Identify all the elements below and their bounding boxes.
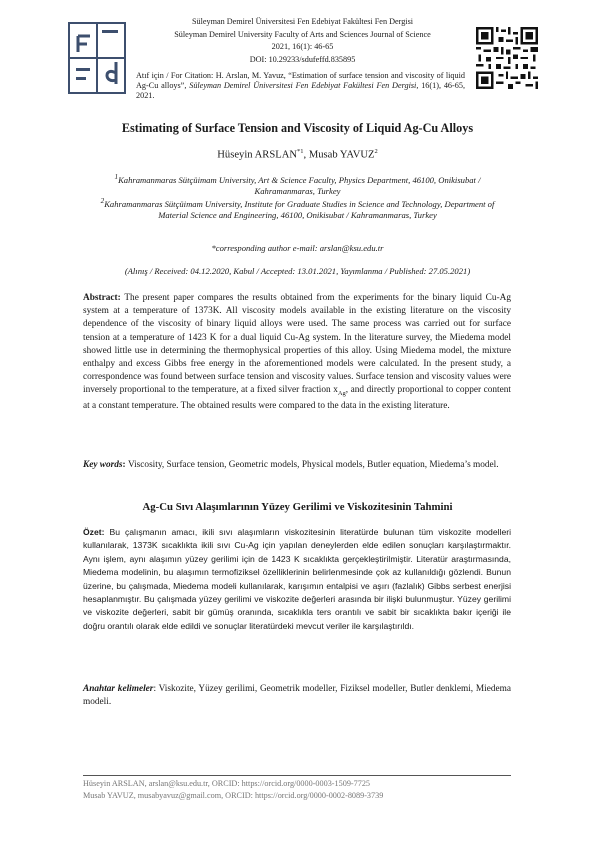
volume-info: 2021, 16(1): 46-65 bbox=[271, 42, 334, 51]
abstract-text-a: The present paper compares the results obtained from the experiments for the binary liquid Cu-Ag system at a temperature of 1373K. All viscosity models available in the existing literature on the viscosity dependence of the viscosity of binary liquid alloys were used. The same process was carried out for surface tension at a temperature of 1423 K for a dual liquid Cu-Ag system. In the literature survey, the Miedema model showed little use in determining the thermophysical properties of this alloy. Using Miedema model, the mixture enthalpy and excess Gibbs free energy in the aforementioned models were calculated. In the present study, a correspondence was found between surface tension and viscosity values. Surface tension and viscosity values were inversely proportional to the temperature, at a fixed silver fraction x bbox=[83, 293, 511, 396]
affiliation-2-text: Kahramanmaras Sütçüimam University, Institute for Graduate Studies in Science and Technology, Department of Material Science and Engineering, 46100, Onikisubat / Kahramanmaras, Turkey bbox=[104, 198, 495, 221]
author-list bbox=[40, 148, 555, 161]
footer-divider bbox=[83, 775, 511, 776]
affiliation-1-text: Kahramanmaras Sütçüimam University, Art & Science Faculty, Physics Department, 46100, Onikisubat / Kahramanmaras, Turkey bbox=[118, 174, 481, 197]
author-1-sup: *1 bbox=[297, 148, 304, 155]
author-separator: , bbox=[303, 149, 309, 161]
footer-author-2: Musab YAVUZ, musabyavuz@gmail.com, ORCID: https://orcid.org/0000-0002-8089-3739 bbox=[83, 791, 384, 800]
ozet bbox=[83, 526, 511, 633]
journal-name-en: Süleyman Demirel University Faculty of Arts and Sciences Journal of Science bbox=[174, 30, 431, 39]
author-2: Musab YAVUZ bbox=[308, 149, 375, 161]
keywords-colon: : bbox=[122, 460, 128, 470]
abstract-label: Abstract: bbox=[83, 293, 121, 303]
affiliation-1 bbox=[95, 172, 500, 198]
affiliation-2 bbox=[95, 196, 500, 222]
ozet-text: Bu çalışmanın amacı, ikili sıvı alaşımların viskozitesinin literatürde bulunan tüm viskozite modelleri kullanılarak, 1373K sıcaklıkta ikili sıvı Cu-Ag için yapılan deneylerden elde edilen sonuçları karşılaştırmaktır. Aynı işlem, aynı alaşımın yüzey gerilimi için de 1423 K sıcaklıkta gerçekleştirilmiştir. Literatür araştırmasında, Miedema modelinin, bu alaşımın termofiziksel özelliklerinin belirlenmesinde çok az kullanıldığı gözlendi. Bunun üzerine, bu çalışmada, Miedema modeli kullanılarak, karışımın entalpisi ve aşırı (fazlalık) Gibbs serbest enerjisi hesaplanmıştır. Bu çalışmada yüzey gerilimi ve viskozite değerleri arasında bir ilişki bulunmuştur. Yüzey gerilimi ve viskozite değerleri, sabit bir gümüş oranında, sıcaklıkla ters orantılı ve sabit bir sıcaklıkta bakır içeriği ile doğru orantılı olarak elde edildi ve sonuçlar literatürdeki mevcut veriler ile karşılaştırıldı. bbox=[83, 527, 511, 631]
qr-code-icon bbox=[476, 27, 538, 89]
anahtar-kelimeler bbox=[83, 683, 511, 709]
author-1: Hüseyin ARSLAN bbox=[217, 149, 298, 161]
affiliation-2-sup: 2 bbox=[100, 197, 105, 205]
publication-dates: (Alınış / Received: 04.12.2020, Kabul / Accepted: 13.01.2021, Yayımlanma / Published: 27.05.2021) bbox=[124, 266, 471, 276]
footer-author-1: Hüseyin ARSLAN, arslan@ksu.edu.tr, ORCID: https://orcid.org/0000-0003-1509-7725 bbox=[83, 779, 371, 788]
corresponding-author: *corresponding author e-mail: arslan@ksu.edu.tr bbox=[211, 243, 384, 253]
affiliation-1-sup: 1 bbox=[114, 173, 119, 181]
journal-logo bbox=[68, 22, 126, 94]
citation-prefix: Atıf için / For Citation: H. Arslan, M. Yavuz, “Estimation of surface tension and viscosity of liquid Ag-Cu alloys”, bbox=[136, 71, 465, 90]
keywords bbox=[83, 459, 511, 472]
citation-journal: Süleyman Demirel Üniversitesi Fen Edebiyat Fakültesi Fen Dergisi bbox=[189, 81, 417, 90]
doi[interactable]: DOI: 10.29233/sdufeffd.835895 bbox=[249, 55, 356, 64]
keywords-label: Key words bbox=[83, 460, 123, 470]
anahtar-text: : Viskozite, Yüzey gerilimi, Geometrik modeller, Fiziksel modeller, Butler denklemi, Miedema modeli. bbox=[83, 684, 511, 708]
turkish-title: Ag-Cu Sıvı Alaşımlarının Yüzey Gerilimi ve Viskozitesinin Tahmini bbox=[142, 501, 453, 513]
abstract-text-b: , and directly proportional to copper content at a constant temperature. The obtained results were compared to the data in the existing literature. bbox=[83, 385, 511, 412]
keywords-text: Viscosity, Surface tension, Geometric models, Physical models, Butler equation, Miedema’s model. bbox=[127, 460, 499, 470]
journal-name-tr: Süleyman Demirel Üniversitesi Fen Edebiyat Fakültesi Fen Dergisi bbox=[191, 17, 414, 26]
anahtar-label: Anahtar kelimeler bbox=[83, 684, 154, 694]
ozet-label: Özet: bbox=[83, 527, 105, 537]
author-2-sup: 2 bbox=[374, 148, 378, 155]
citation bbox=[136, 71, 465, 101]
paper-title: Estimating of Surface Tension and Viscosity of Liquid Ag-Cu Alloys bbox=[121, 121, 474, 135]
abstract bbox=[83, 292, 511, 414]
citation-suffix: , 16(1), 46-65, 2021. bbox=[136, 81, 465, 100]
abstract-subscript: Ag bbox=[337, 390, 346, 398]
